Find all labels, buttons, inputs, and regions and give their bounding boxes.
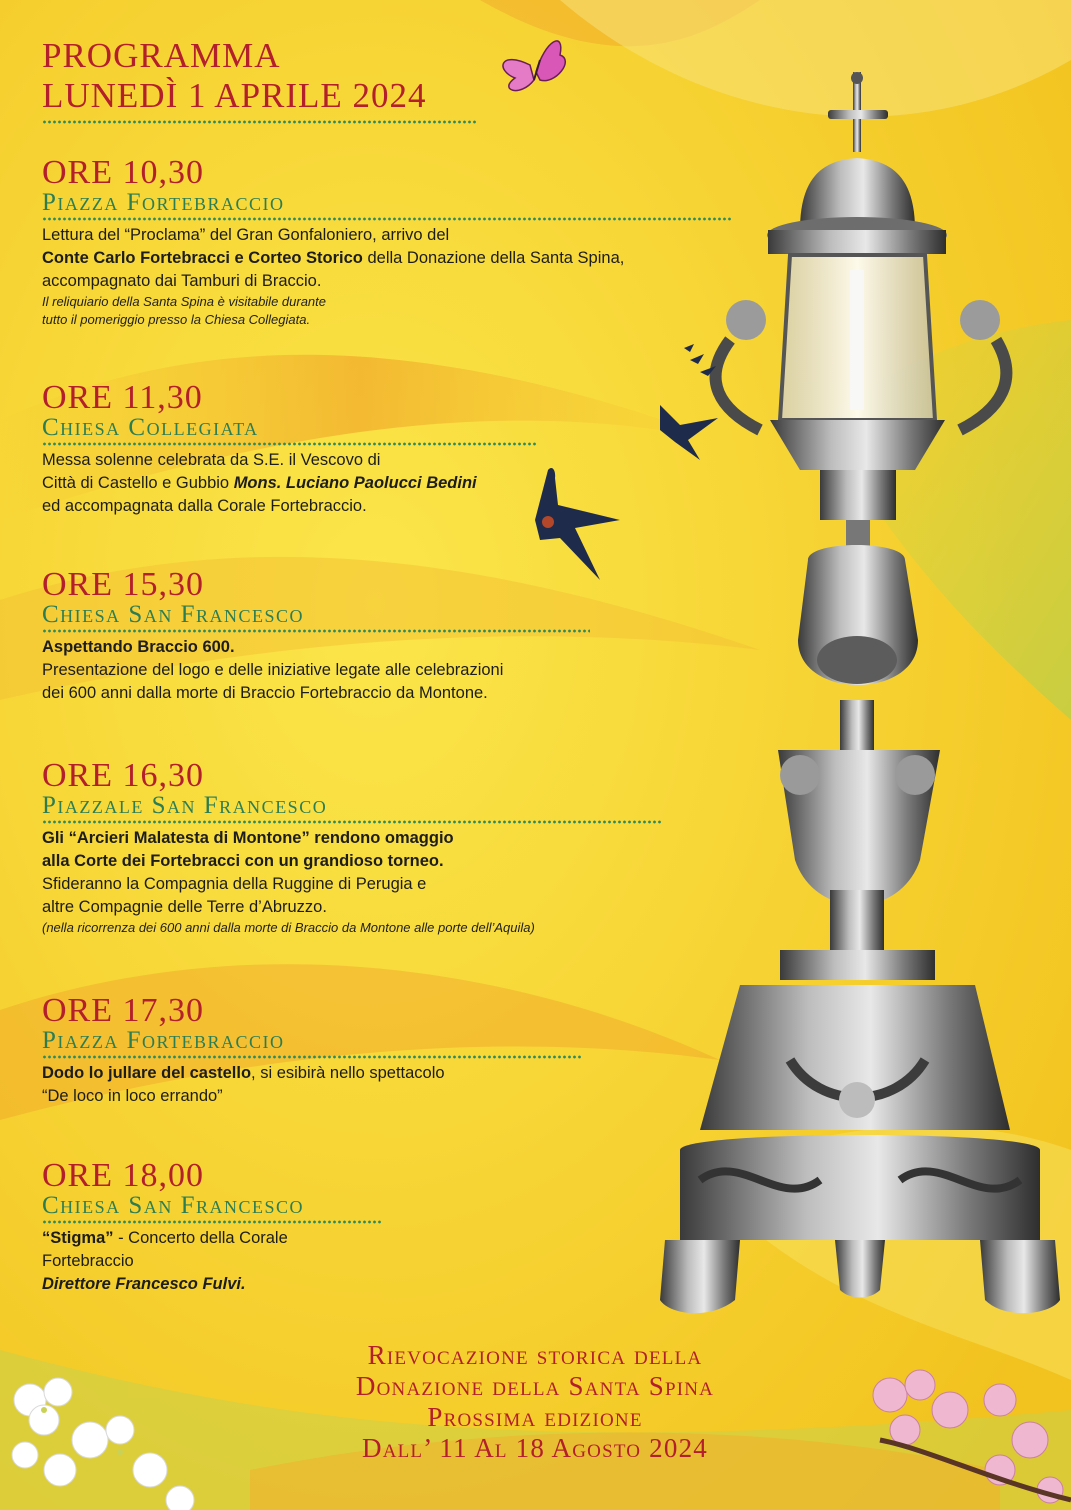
event-1130 [42,380,537,518]
event-divider [42,217,732,221]
event-description [42,827,662,937]
event-time: ORE 18,00 [42,1157,204,1194]
event-divider [42,1220,382,1224]
event-place: Piazza Fortebraccio [42,189,285,216]
event-place: Chiesa Collegiata [42,414,259,441]
desc-line: Presentazione del logo e delle iniziative legate alle celebrazioni [42,661,504,679]
event-time: ORE 16,30 [42,757,204,794]
footer-line: Prossima edizione [427,1402,643,1432]
desc-line: Città di Castello e Gubbio Mons. Luciano Paolucci Bedini [42,474,477,492]
event-description [42,1227,382,1296]
desc-note: tutto il pomeriggio presso la Chiesa Collegiata. [42,312,311,327]
event-1800 [42,1158,382,1296]
desc-note: (nella ricorrenza dei 600 anni dalla morte di Braccio da Montone alle porte dell’Aquila) [42,920,535,935]
footer-line: Rievocazione storica della [367,1340,703,1370]
desc-line: “Stigma” - Concerto della Corale Fortebraccio [42,1229,288,1270]
event-description [42,1062,582,1108]
event-time: ORE 11,30 [42,379,203,416]
title-divider [42,120,476,124]
desc-line: altre Compagnie delle Terre d’Abruzzo. [42,898,327,916]
event-divider [42,1055,582,1059]
page-date: LUNEDÌ 1 APRILE 2024 [42,76,427,115]
event-1530 [42,567,590,705]
event-time: ORE 10,30 [42,154,204,191]
desc-line: ed accompagnata dalla Corale Fortebraccio. [42,497,367,515]
event-place: Piazzale San Francesco [42,792,328,819]
event-time: ORE 15,30 [42,566,204,603]
desc-line: Sfideranno la Compagnia della Ruggine di Perugia e [42,875,427,893]
desc-line: Dodo lo jullare del castello, si esibirà nello spettacolo [42,1064,445,1082]
event-1630 [42,758,662,937]
desc-line: Gli “Arcieri Malatesta di Montone” rendono omaggio [42,829,454,847]
desc-line: alla Corte dei Fortebracci con un grandioso torneo. [42,852,444,870]
event-divider [42,629,590,633]
event-description [42,449,537,518]
event-place: Piazza Fortebraccio [42,1027,285,1054]
event-1730 [42,993,582,1108]
event-1030 [42,155,732,329]
desc-line: Lettura del “Proclama” del Gran Gonfaloniero, arrivo del [42,226,450,244]
event-divider [42,442,537,446]
desc-note: Il reliquiario della Santa Spina è visitabile durante [42,294,327,309]
footer-announcement [250,1340,820,1464]
desc-line: dei 600 anni dalla morte di Braccio Fortebraccio da Montone. [42,684,488,702]
event-place: Chiesa San Francesco [42,601,304,628]
desc-line: accompagnato dai Tamburi di Braccio. [42,272,322,290]
desc-line: Conte Carlo Fortebracci e Corteo Storico della Donazione della Santa Spina, [42,249,625,267]
desc-line: “De loco in loco errando” [42,1087,223,1105]
footer-line: Donazione della Santa Spina [355,1371,715,1401]
desc-line: Messa solenne celebrata da S.E. il Vescovo di [42,451,381,469]
page-title: PROGRAMMA [42,36,281,75]
event-description [42,636,590,705]
event-time: ORE 17,30 [42,992,204,1029]
footer-line: Dall’ 11 Al 18 Agosto 2024 [362,1433,708,1463]
desc-line: Aspettando Braccio 600. [42,638,235,656]
desc-line: Direttore Francesco Fulvi. [42,1275,246,1293]
event-description [42,224,732,329]
event-divider [42,820,662,824]
event-place: Chiesa San Francesco [42,1192,304,1219]
